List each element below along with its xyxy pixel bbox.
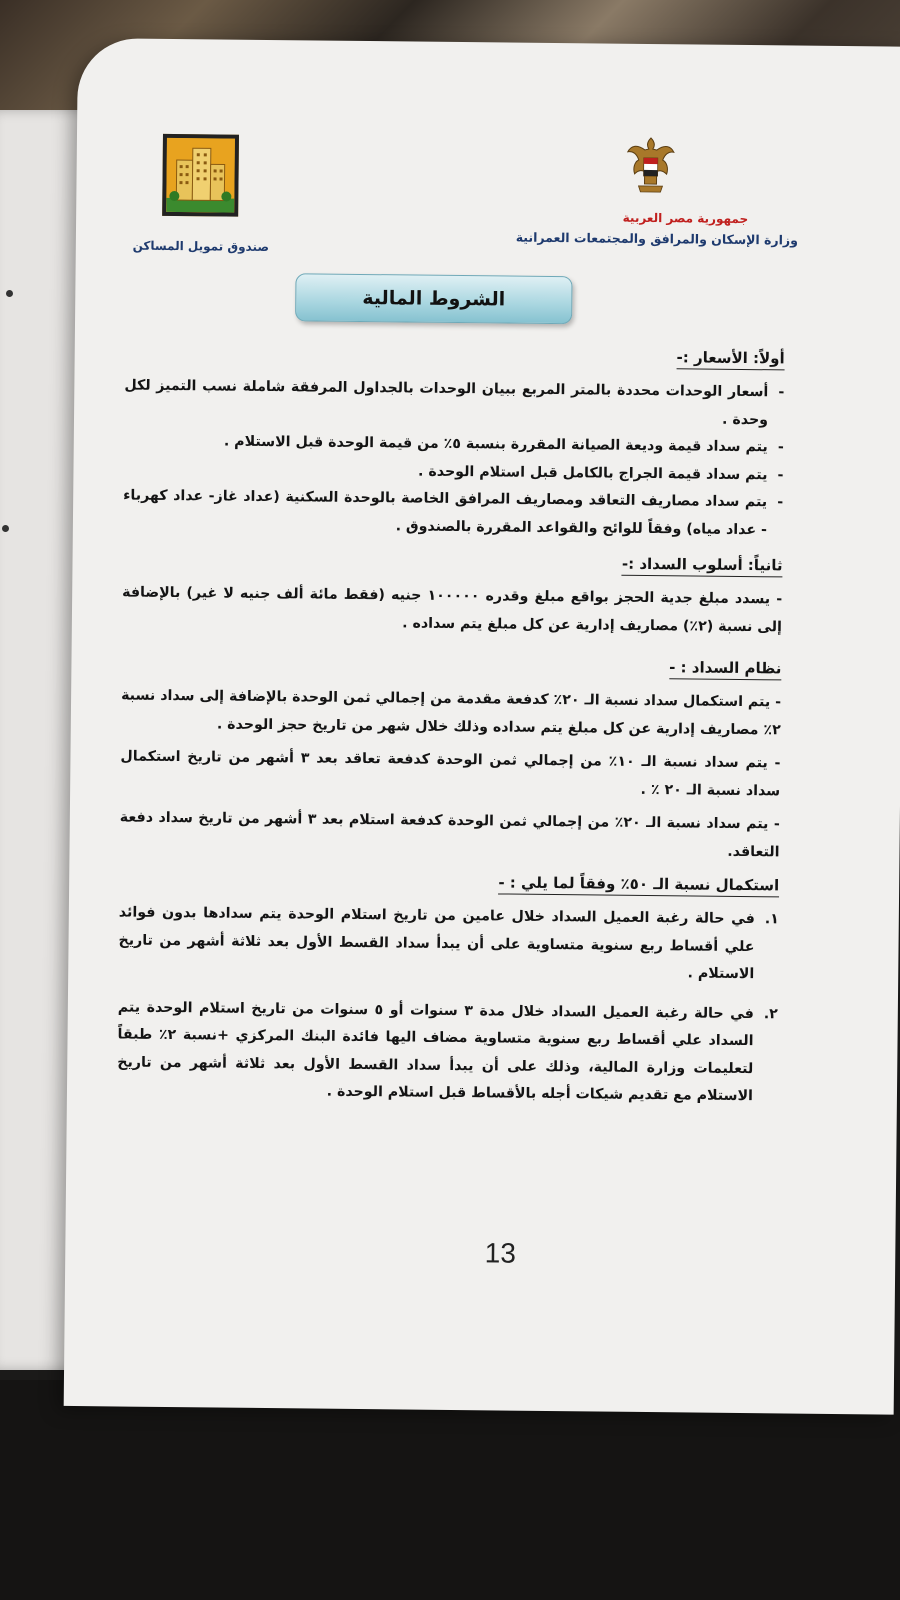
list-item: - يتم سداد قيمة الجراج بالكامل قبل استلام الوحدة .: [418, 463, 784, 483]
list-item: - يتم سداد قيمة وديعة الصيانة المقررة بنسبة ٥٪ من قيمة الوحدة قبل الاستلام .: [223, 433, 784, 456]
country-name: جمهورية مصر العربية: [622, 210, 749, 227]
payment-system-item: - يتم استكمال سداد نسبة الـ ٢٠٪ كدفعة مقدمة من إجمالي ثمن الوحدة بالإضافة إلى سداد نسبة ٢٪ مصاريف إدارية عن كل مبلغ يتم سداده وذلك خلال شهر من تاريخ حجز الوحدة .: [121, 687, 782, 738]
document-page: [64, 38, 900, 1415]
payment-method-text: - يسدد مبلغ جدية الحجز بواقع مبلغ وقدره ١٠٠٠٠٠ جنيه (فقط مائة ألف جنيه لا غير) بالإضافة إلى نسبة (٢٪) مصاريف إدارية عن كل مبلغ يتم سداده .: [122, 584, 783, 635]
heading-remaining: استكمال نسبة الـ ٥٠٪ وفقاً لما يلي : -: [498, 871, 779, 897]
binding-hole: [6, 290, 13, 297]
section-title-box: [295, 273, 572, 324]
housing-fund-logo: [162, 134, 239, 217]
binding-hole: [2, 525, 9, 532]
list-item: - يتم سداد مصاريف التعاقد ومصاريف المرافق الخاصة بالوحدة السكنية (عداد غاز- عداد كهرباء - عداد مياه) وفقاً للوائح والقواعد المقررة بالصندوق .: [123, 487, 784, 538]
heading-payment-system: نظام السداد : -: [669, 656, 782, 680]
eagle-emblem-icon: [624, 136, 677, 199]
numbered-item: ١. في حالة رغبة العميل السداد خلال عامين من تاريخ استلام الوحدة يتم سدادها بدون فوائد علي أقساط ربع سنوية متساوية على أن يبدأ سداد القسط الأول بعد ثلاثة أشهر من تاريخ الاستلام .: [118, 904, 779, 983]
list-item: - أسعار الوحدات محددة بالمتر المربع ببيان الوحدات بالجداول المرفقة شاملة نسب التميز لكل وحدة .: [124, 377, 785, 428]
heading-prices: أولاً: الأسعار :-: [676, 346, 784, 370]
page-title: الشروط المالية: [362, 286, 506, 311]
fund-name: صندوق تمويل المساكن: [132, 238, 270, 255]
payment-system-item: - يتم سداد نسبة الـ ٢٠٪ من إجمالي ثمن الوحدة كدفعة استلام بعد ٣ أشهر من تاريخ سداد دفعة التعاقد.: [119, 809, 780, 860]
heading-payment-method: ثانياً: أسلوب السداد :-: [622, 553, 783, 578]
page-number: 13: [484, 1237, 517, 1269]
ministry-name: وزارة الإسكان والمرافق والمجتمعات العمرانية: [515, 229, 799, 248]
payment-system-item: - يتم سداد نسبة الـ ١٠٪ من إجمالي ثمن الوحدة كدفعة تعاقد بعد ٣ أشهر من تاريخ استكمال سداد نسبة الـ ٢٠ ٪ .: [120, 748, 781, 799]
terms-content: [117, 339, 785, 1123]
numbered-item: ٢. في حالة رغبة العميل السداد خلال مدة ٣ سنوات أو ٥ سنوات من تاريخ استلام الوحدة يتم السداد علي أقساط ربع سنوية متساوية مضاف اليها فائدة البنك المركزي +نسبة ٢٪ طبقاً لتعليمات وزارة المالية، وذلك على أن يبدأ سداد القسط الأول بعد ثلاثة أشهر من تاريخ الاستلام مع تقديم شيكات أجله بالأقساط قبل استلام الوحدة .: [117, 998, 778, 1105]
